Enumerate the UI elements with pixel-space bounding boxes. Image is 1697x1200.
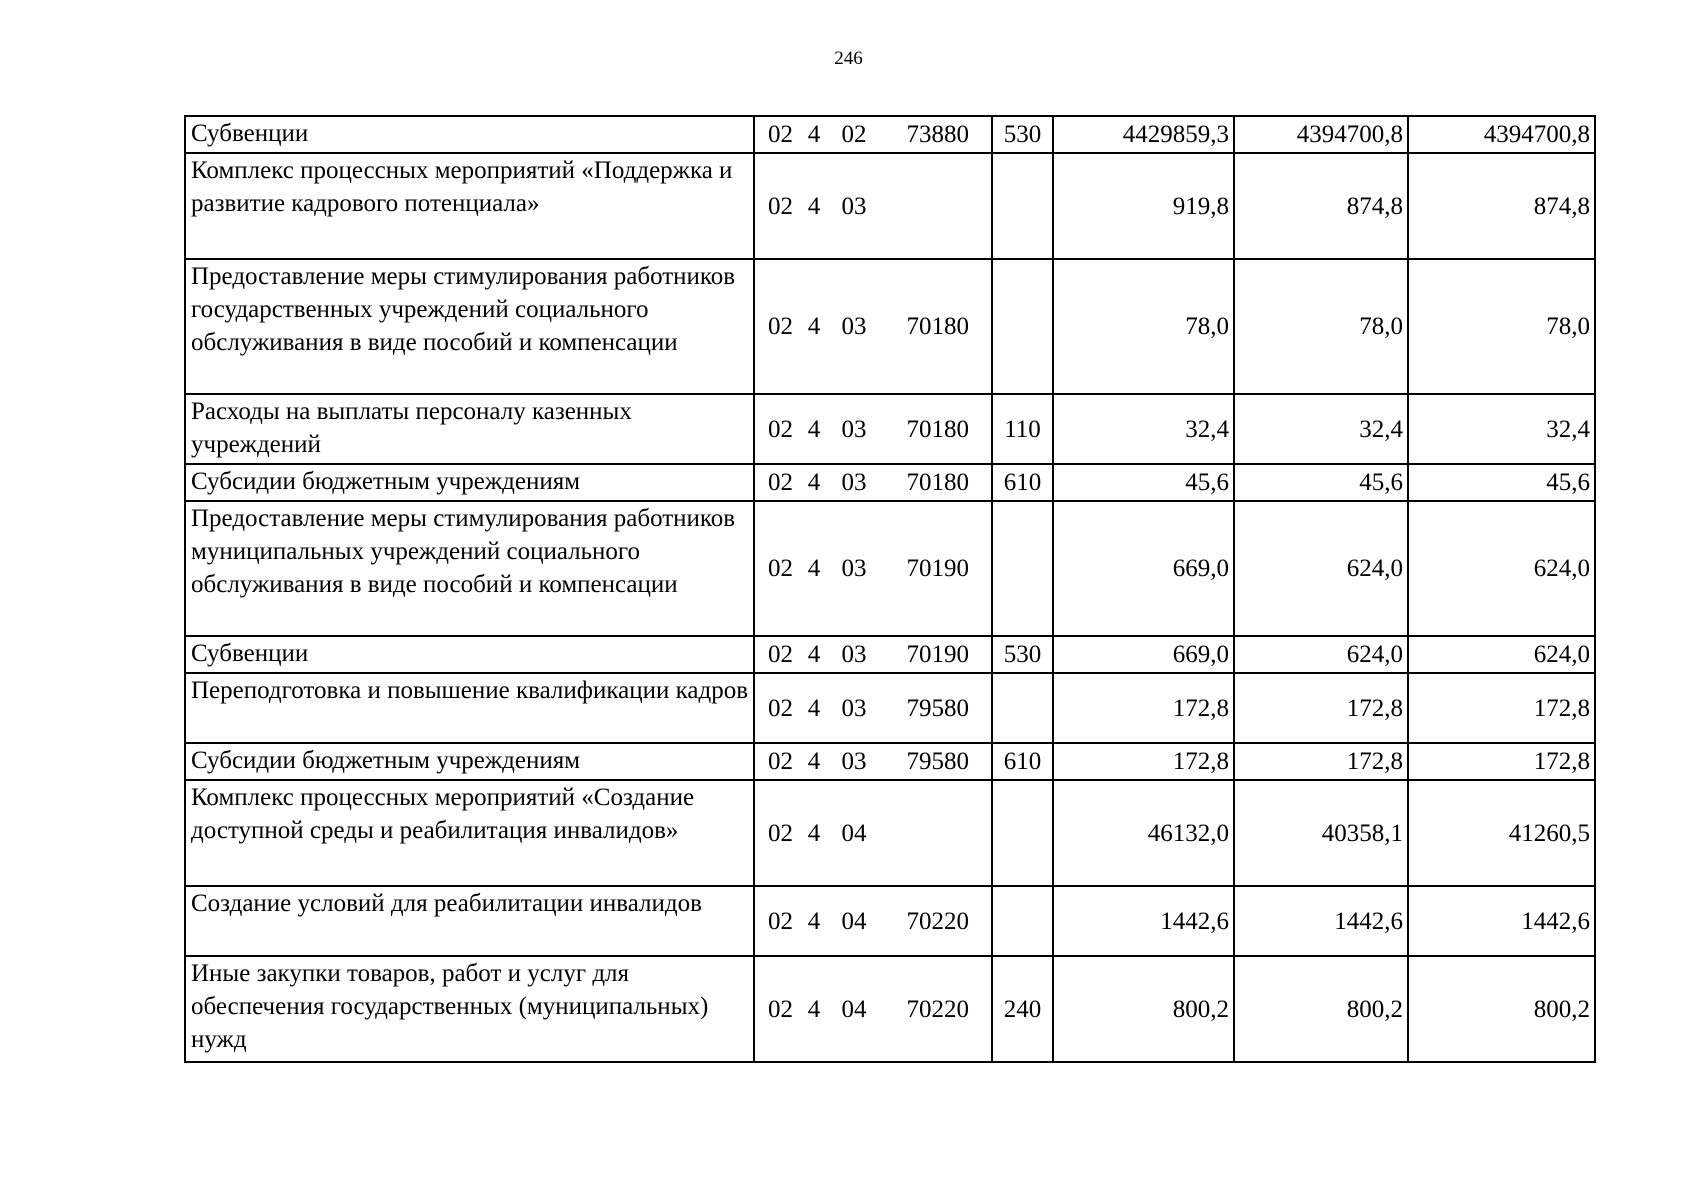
row-name-cell: Субвенции xyxy=(185,636,754,673)
direction-code: 79580 xyxy=(906,694,969,722)
row-code-cell xyxy=(754,743,992,780)
direction-code: 73880 xyxy=(906,121,969,148)
amount-year-1-cell: 172,8 xyxy=(1053,743,1234,780)
subprogram-code: 4 xyxy=(807,415,821,443)
program-code: 02 xyxy=(768,694,793,722)
budget-table xyxy=(184,115,1596,1063)
row-name-cell: Предоставление меры стимулирования работников государственных учреждений социального обслуживания в виде пособий и компенсации xyxy=(185,259,754,394)
amount-year-3-cell: 78,0 xyxy=(1408,259,1595,394)
code-parts xyxy=(755,552,991,585)
direction-code: 70180 xyxy=(906,313,969,340)
group-code: 04 xyxy=(841,995,867,1023)
program-code: 02 xyxy=(768,469,793,496)
expense-type-cell: 610 xyxy=(992,464,1053,501)
program-code: 02 xyxy=(768,819,793,847)
amount-year-1-cell: 78,0 xyxy=(1053,259,1234,394)
program-code: 02 xyxy=(768,995,793,1023)
expense-type-cell xyxy=(992,673,1053,743)
expense-type-cell: 530 xyxy=(992,636,1053,673)
amount-year-1-cell: 45,6 xyxy=(1053,464,1234,501)
expense-type-cell: 610 xyxy=(992,743,1053,780)
row-code-cell xyxy=(754,394,992,464)
amount-year-3-cell: 624,0 xyxy=(1408,501,1595,636)
row-name-cell: Субсидии бюджетным учреждениям xyxy=(185,464,754,501)
subprogram-code: 4 xyxy=(807,469,821,496)
program-code: 02 xyxy=(768,748,793,775)
code-parts xyxy=(755,905,991,938)
row-name-cell: Субсидии бюджетным учреждениям xyxy=(185,743,754,780)
amount-year-3-cell: 800,2 xyxy=(1408,956,1595,1062)
group-code: 03 xyxy=(841,694,867,722)
expense-type-cell xyxy=(992,501,1053,636)
amount-year-2-cell: 172,8 xyxy=(1234,673,1408,743)
group-code: 03 xyxy=(841,192,867,220)
row-code-cell xyxy=(754,116,992,153)
program-code: 02 xyxy=(768,192,793,220)
table-row xyxy=(185,886,1595,956)
amount-year-1-cell: 919,8 xyxy=(1053,153,1234,259)
row-name-cell: Предоставление меры стимулирования работников муниципальных учреждений социального обслуживания в виде пособий и компенсации xyxy=(185,501,754,636)
table-row xyxy=(185,780,1595,886)
row-code-cell xyxy=(754,886,992,956)
subprogram-code: 4 xyxy=(807,694,821,722)
row-code-cell xyxy=(754,673,992,743)
row-name-cell: Иные закупки товаров, работ и услуг для обеспечения государственных (муниципальных) нужд xyxy=(185,956,754,1062)
program-code: 02 xyxy=(768,555,793,582)
group-code: 03 xyxy=(841,641,867,668)
expense-type-cell: 240 xyxy=(992,956,1053,1062)
expense-type-cell xyxy=(992,886,1053,956)
code-parts xyxy=(755,310,991,343)
amount-year-3-cell: 45,6 xyxy=(1408,464,1595,501)
amount-year-2-cell: 874,8 xyxy=(1234,153,1408,259)
subprogram-code: 4 xyxy=(807,907,821,935)
amount-year-2-cell: 800,2 xyxy=(1234,956,1408,1062)
amount-year-3-cell: 41260,5 xyxy=(1408,780,1595,886)
amount-year-2-cell: 4394700,8 xyxy=(1234,116,1408,153)
subprogram-code: 4 xyxy=(807,121,821,148)
direction-code: 70180 xyxy=(906,415,969,443)
row-name-cell: Комплекс процессных мероприятий «Поддержка и развитие кадрового потенциала» xyxy=(185,153,754,259)
row-code-cell xyxy=(754,780,992,886)
program-code: 02 xyxy=(768,641,793,668)
expense-type-cell: 530 xyxy=(992,116,1053,153)
group-code: 03 xyxy=(841,313,867,340)
amount-year-3-cell: 172,8 xyxy=(1408,743,1595,780)
amount-year-2-cell: 624,0 xyxy=(1234,501,1408,636)
group-code: 04 xyxy=(841,907,867,935)
table-row xyxy=(185,464,1595,501)
amount-year-2-cell: 78,0 xyxy=(1234,259,1408,394)
row-name-cell: Переподготовка и повышение квалификации кадров xyxy=(185,673,754,743)
expense-type-cell xyxy=(992,780,1053,886)
expense-type-cell: 110 xyxy=(992,394,1053,464)
row-name-cell: Расходы на выплаты персоналу казенных учреждений xyxy=(185,394,754,464)
row-name-cell: Комплекс процессных мероприятий «Создание доступной среды и реабилитация инвалидов» xyxy=(185,780,754,886)
table-row xyxy=(185,956,1595,1062)
amount-year-2-cell: 172,8 xyxy=(1234,743,1408,780)
code-parts xyxy=(755,638,991,671)
code-parts xyxy=(755,692,991,725)
program-code: 02 xyxy=(768,415,793,443)
table-body xyxy=(185,116,1595,1062)
amount-year-1-cell: 669,0 xyxy=(1053,636,1234,673)
subprogram-code: 4 xyxy=(807,995,821,1023)
amount-year-3-cell: 4394700,8 xyxy=(1408,116,1595,153)
code-parts xyxy=(755,993,991,1026)
code-parts xyxy=(755,413,991,446)
amount-year-1-cell: 46132,0 xyxy=(1053,780,1234,886)
table-row xyxy=(185,153,1595,259)
direction-code: 70220 xyxy=(906,995,969,1023)
program-code: 02 xyxy=(768,907,793,935)
amount-year-1-cell: 4429859,3 xyxy=(1053,116,1234,153)
page-number: 246 xyxy=(834,48,863,69)
subprogram-code: 4 xyxy=(807,819,821,847)
subprogram-code: 4 xyxy=(807,748,821,775)
direction-code: 70190 xyxy=(906,555,969,582)
subprogram-code: 4 xyxy=(807,555,821,582)
table-row xyxy=(185,116,1595,153)
group-code: 03 xyxy=(841,555,867,582)
table-row xyxy=(185,394,1595,464)
row-name-cell: Создание условий для реабилитации инвалидов xyxy=(185,886,754,956)
amount-year-2-cell: 32,4 xyxy=(1234,394,1408,464)
amount-year-3-cell: 32,4 xyxy=(1408,394,1595,464)
table-row xyxy=(185,636,1595,673)
amount-year-2-cell: 1442,6 xyxy=(1234,886,1408,956)
row-code-cell xyxy=(754,259,992,394)
code-parts xyxy=(755,466,991,499)
table-row xyxy=(185,743,1595,780)
amount-year-3-cell: 1442,6 xyxy=(1408,886,1595,956)
row-code-cell xyxy=(754,153,992,259)
group-code: 03 xyxy=(841,469,867,496)
table-row xyxy=(185,673,1595,743)
group-code: 04 xyxy=(841,819,867,847)
code-parts xyxy=(755,190,991,223)
amount-year-3-cell: 874,8 xyxy=(1408,153,1595,259)
direction-code: 70220 xyxy=(906,907,969,935)
table-row xyxy=(185,501,1595,636)
code-parts xyxy=(755,817,991,850)
amount-year-1-cell: 669,0 xyxy=(1053,501,1234,636)
group-code: 03 xyxy=(841,415,867,443)
amount-year-3-cell: 172,8 xyxy=(1408,673,1595,743)
amount-year-1-cell: 800,2 xyxy=(1053,956,1234,1062)
subprogram-code: 4 xyxy=(807,641,821,668)
program-code: 02 xyxy=(768,121,793,148)
code-parts xyxy=(755,745,991,778)
program-code: 02 xyxy=(768,313,793,340)
row-code-cell xyxy=(754,636,992,673)
group-code: 02 xyxy=(841,121,867,148)
expense-type-cell xyxy=(992,259,1053,394)
group-code: 03 xyxy=(841,748,867,775)
amount-year-3-cell: 624,0 xyxy=(1408,636,1595,673)
amount-year-1-cell: 32,4 xyxy=(1053,394,1234,464)
row-code-cell xyxy=(754,501,992,636)
direction-code: 79580 xyxy=(906,748,969,775)
subprogram-code: 4 xyxy=(807,192,821,220)
amount-year-2-cell: 40358,1 xyxy=(1234,780,1408,886)
amount-year-1-cell: 1442,6 xyxy=(1053,886,1234,956)
subprogram-code: 4 xyxy=(807,313,821,340)
amount-year-2-cell: 624,0 xyxy=(1234,636,1408,673)
row-code-cell xyxy=(754,956,992,1062)
direction-code: 70190 xyxy=(906,641,969,668)
row-name-cell: Субвенции xyxy=(185,116,754,153)
amount-year-2-cell: 45,6 xyxy=(1234,464,1408,501)
amount-year-1-cell: 172,8 xyxy=(1053,673,1234,743)
row-code-cell xyxy=(754,464,992,501)
table-row xyxy=(185,259,1595,394)
direction-code: 70180 xyxy=(906,469,969,496)
expense-type-cell xyxy=(992,153,1053,259)
code-parts xyxy=(755,118,991,151)
